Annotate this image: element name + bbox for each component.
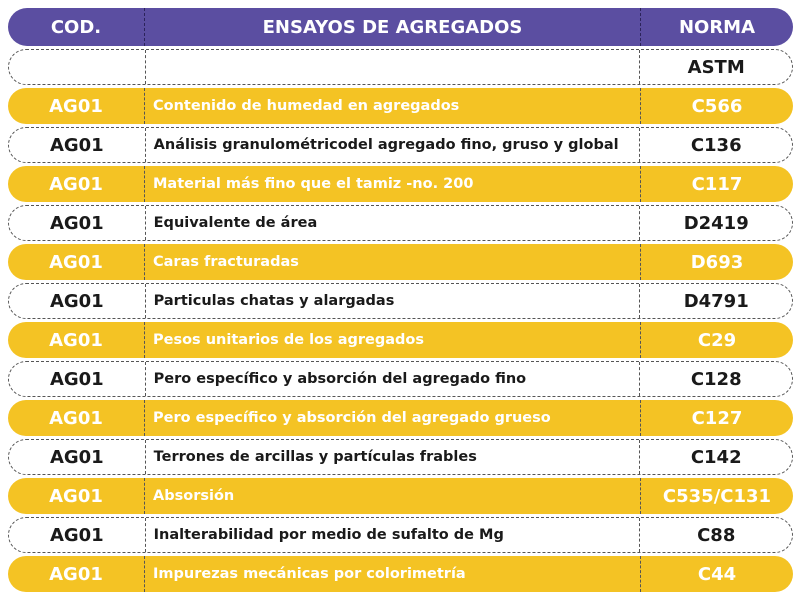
table-row xyxy=(8,283,793,319)
row-code: AG01 xyxy=(49,212,104,234)
table-row xyxy=(8,166,793,202)
row-norm: C566 xyxy=(640,88,793,124)
row-norm: D4791 xyxy=(639,284,792,318)
row-norm: D693 xyxy=(640,244,793,280)
table-row xyxy=(8,244,793,280)
table-row xyxy=(8,517,793,553)
row-description: Impurezas mecánicas por colorimetría xyxy=(144,556,640,592)
table-row xyxy=(8,205,793,241)
row-norm: C128 xyxy=(639,362,792,396)
row-norm: D2419 xyxy=(639,206,792,240)
header-description: ENSAYOS DE AGREGADOS xyxy=(144,8,640,46)
row-description: Pero específico y absorción del agregado fino xyxy=(145,362,640,396)
row-description: Absorsión xyxy=(144,478,640,514)
row-norm: ASTM xyxy=(639,50,792,84)
row-code: AG01 xyxy=(49,329,103,351)
row-code: AG01 xyxy=(49,251,103,273)
row-description: Pesos unitarios de los agregados xyxy=(144,322,640,358)
table-header xyxy=(8,8,793,46)
table-row xyxy=(8,478,793,514)
table-row xyxy=(8,127,793,163)
row-norm: C142 xyxy=(639,440,792,474)
row-code: AG01 xyxy=(49,290,104,312)
aggregate-tests-table xyxy=(8,8,793,595)
row-code: AG01 xyxy=(49,563,103,585)
row-norm: C535/C131 xyxy=(640,478,793,514)
row-description: Pero específico y absorción del agregado grueso xyxy=(144,400,640,436)
row-description: Equivalente de área xyxy=(145,206,640,240)
table-row xyxy=(8,88,793,124)
row-norm: C117 xyxy=(640,166,793,202)
row-norm: C29 xyxy=(640,322,793,358)
table-row xyxy=(8,49,793,85)
row-description: Análisis granulométricodel agregado fino, gruso y global xyxy=(145,128,640,162)
row-code: AG01 xyxy=(49,485,103,507)
row-code: AG01 xyxy=(49,368,104,390)
row-norm: C127 xyxy=(640,400,793,436)
header-norm: NORMA xyxy=(640,8,793,46)
table-row xyxy=(8,439,793,475)
row-code: AG01 xyxy=(49,134,104,156)
row-description: Inalterabilidad por medio de sufalto de Mg xyxy=(145,518,640,552)
row-description: Material más fino que el tamiz -no. 200 xyxy=(144,166,640,202)
row-norm: C136 xyxy=(639,128,792,162)
table-row xyxy=(8,556,793,592)
row-description: Contenido de humedad en agregados xyxy=(144,88,640,124)
row-code: AG01 xyxy=(49,173,103,195)
row-description xyxy=(145,50,640,84)
row-code: AG01 xyxy=(49,407,103,429)
row-code: AG01 xyxy=(49,95,103,117)
table-body xyxy=(8,49,793,592)
row-description: Caras fracturadas xyxy=(144,244,640,280)
table-row xyxy=(8,322,793,358)
row-norm: C44 xyxy=(640,556,793,592)
table-row xyxy=(8,361,793,397)
row-code: AG01 xyxy=(49,524,104,546)
table-row xyxy=(8,400,793,436)
row-description: Terrones de arcillas y partículas frables xyxy=(145,440,640,474)
row-code: AG01 xyxy=(49,446,104,468)
row-code xyxy=(9,50,145,84)
row-norm: C88 xyxy=(639,518,792,552)
header-code: COD. xyxy=(50,16,102,38)
row-description: Particulas chatas y alargadas xyxy=(145,284,640,318)
